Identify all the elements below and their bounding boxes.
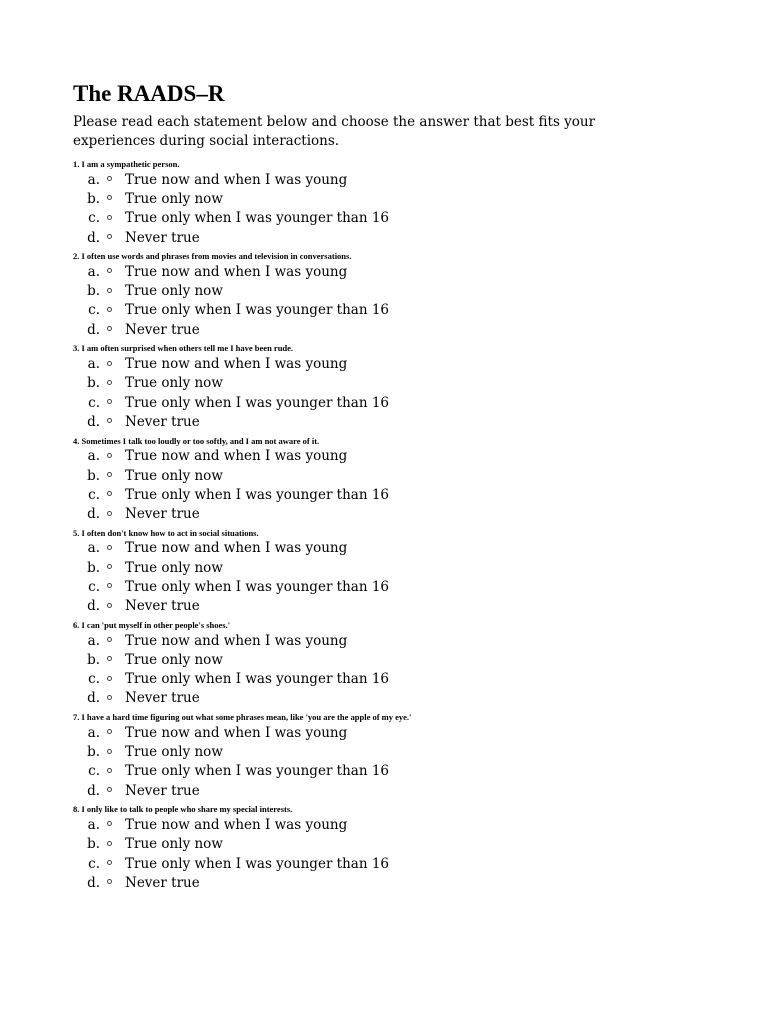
option-label: True now and when I was young: [125, 540, 348, 557]
option-label: True only when I was younger than 16: [125, 671, 390, 688]
radio-circle-icon[interactable]: [107, 583, 112, 588]
option-letter: c.: [88, 394, 100, 411]
answer-option[interactable]: [73, 577, 693, 596]
option-letter: d.: [87, 782, 100, 799]
answer-option[interactable]: [73, 539, 693, 558]
option-label: True now and when I was young: [125, 171, 348, 188]
answer-option[interactable]: [73, 447, 693, 466]
answer-option[interactable]: [73, 262, 693, 281]
radio-circle-icon[interactable]: [107, 307, 112, 312]
option-letter: b.: [87, 283, 100, 300]
radio-circle-icon[interactable]: [107, 821, 112, 826]
radio-circle-icon[interactable]: [107, 234, 112, 239]
option-label: True now and when I was young: [125, 724, 348, 741]
option-letter: c.: [88, 578, 100, 595]
radio-circle-icon[interactable]: [107, 491, 112, 496]
question-text: 1. I am a sympathetic person.: [73, 159, 180, 169]
answer-option[interactable]: [73, 723, 693, 742]
option-label: True only now: [125, 559, 223, 576]
option-label: True only when I was younger than 16: [125, 302, 390, 319]
answer-option[interactable]: [73, 209, 693, 228]
radio-circle-icon[interactable]: [107, 326, 112, 331]
radio-circle-icon[interactable]: [107, 695, 112, 700]
question-1: [73, 159, 693, 247]
radio-circle-icon[interactable]: [107, 472, 112, 477]
answer-option[interactable]: [73, 689, 693, 708]
option-label: True only when I was younger than 16: [125, 210, 390, 227]
answer-options: [73, 723, 693, 800]
radio-circle-icon[interactable]: [107, 399, 112, 404]
radio-circle-icon[interactable]: [107, 268, 112, 273]
document-intro: Please read each statement below and choose the answer that best fits your experiences during social interactions.: [73, 114, 596, 149]
option-label: Never true: [125, 598, 200, 615]
radio-circle-icon[interactable]: [107, 841, 112, 846]
radio-circle-icon[interactable]: [107, 545, 112, 550]
answer-option[interactable]: [73, 558, 693, 577]
option-label: True only now: [125, 744, 223, 761]
question-text: 4. Sometimes I talk too loudly or too softly, and I am not aware of it.: [73, 435, 320, 446]
document-page: [73, 80, 693, 893]
answer-option[interactable]: [73, 320, 693, 339]
option-letter: c.: [88, 855, 100, 872]
question-3: [73, 343, 693, 431]
answer-option[interactable]: [73, 815, 693, 834]
answer-options: [73, 262, 693, 339]
answer-option[interactable]: [73, 670, 693, 689]
radio-circle-icon[interactable]: [107, 288, 112, 293]
option-letter: c.: [88, 763, 100, 780]
answer-option[interactable]: [73, 170, 693, 189]
option-letter: a.: [87, 263, 100, 280]
radio-circle-icon[interactable]: [107, 564, 112, 569]
radio-circle-icon[interactable]: [107, 749, 112, 754]
option-label: Never true: [125, 690, 200, 707]
radio-circle-icon[interactable]: [107, 656, 112, 661]
answer-option[interactable]: [73, 485, 693, 504]
radio-circle-icon[interactable]: [107, 380, 112, 385]
answer-options: [73, 354, 693, 431]
radio-circle-icon[interactable]: [107, 860, 112, 865]
answer-option[interactable]: [73, 228, 693, 247]
option-letter: b.: [87, 375, 100, 392]
option-label: Never true: [125, 874, 200, 891]
option-letter: c.: [88, 671, 100, 688]
option-letter: d.: [87, 321, 100, 338]
option-label: True only now: [125, 467, 223, 484]
question-text: 8. I only like to talk to people who share my special interests.: [73, 804, 293, 815]
answer-option[interactable]: [73, 412, 693, 431]
answer-option[interactable]: [73, 301, 693, 320]
option-letter: b.: [87, 190, 100, 207]
question-4: [73, 436, 693, 524]
document-title: The RAADS–R: [73, 81, 225, 106]
option-letter: d.: [87, 413, 100, 430]
option-letter: a.: [87, 724, 100, 741]
option-letter: b.: [87, 559, 100, 576]
radio-circle-icon[interactable]: [107, 511, 112, 516]
option-letter: d.: [87, 690, 100, 707]
option-label: True now and when I was young: [125, 816, 348, 833]
option-label: True only when I was younger than 16: [125, 578, 390, 595]
option-label: True only now: [125, 190, 223, 207]
option-letter: a.: [87, 632, 100, 649]
question-text: 5. I often don't know how to act in social situations.: [73, 527, 259, 538]
question-7: [73, 712, 693, 800]
question-8: [73, 804, 693, 892]
option-label: True only now: [125, 283, 223, 300]
answer-option[interactable]: [73, 650, 693, 669]
radio-circle-icon[interactable]: [107, 787, 112, 792]
option-letter: b.: [87, 651, 100, 668]
answer-option[interactable]: [73, 835, 693, 854]
radio-circle-icon[interactable]: [107, 879, 112, 884]
option-label: Never true: [125, 782, 200, 799]
option-label: True now and when I was young: [125, 263, 348, 280]
option-label: Never true: [125, 229, 200, 246]
option-label: True only now: [125, 836, 223, 853]
answer-option[interactable]: [73, 466, 693, 485]
option-label: Never true: [125, 413, 200, 430]
question-text: 6. I can 'put myself in other people's shoes.': [73, 619, 231, 630]
option-letter: a.: [87, 540, 100, 557]
option-label: Never true: [125, 506, 200, 523]
answer-option[interactable]: [73, 742, 693, 761]
option-letter: a.: [87, 448, 100, 465]
answer-option[interactable]: [73, 762, 693, 781]
option-letter: a.: [87, 171, 100, 188]
option-letter: a.: [87, 356, 100, 373]
option-letter: b.: [87, 744, 100, 761]
answer-option[interactable]: [73, 189, 693, 208]
radio-circle-icon[interactable]: [107, 453, 112, 458]
question-text: 3. I am often surprised when others tell me I have been rude.: [73, 343, 294, 354]
radio-circle-icon[interactable]: [107, 676, 112, 681]
question-6: [73, 620, 693, 708]
answer-options: [73, 631, 693, 708]
option-letter: c.: [88, 210, 100, 227]
option-label: True now and when I was young: [125, 448, 348, 465]
option-letter: b.: [87, 467, 100, 484]
answer-option[interactable]: [73, 393, 693, 412]
option-letter: d.: [87, 598, 100, 615]
radio-circle-icon[interactable]: [107, 603, 112, 608]
radio-circle-icon[interactable]: [107, 729, 112, 734]
option-label: True only when I was younger than 16: [125, 394, 390, 411]
option-letter: c.: [88, 302, 100, 319]
radio-circle-icon[interactable]: [107, 215, 112, 220]
option-letter: a.: [87, 816, 100, 833]
option-label: True now and when I was young: [125, 356, 348, 373]
answer-options: [73, 447, 693, 524]
radio-circle-icon[interactable]: [107, 176, 112, 181]
option-letter: b.: [87, 836, 100, 853]
answer-option[interactable]: [73, 281, 693, 300]
question-2: [73, 251, 693, 339]
option-letter: d.: [87, 506, 100, 523]
question-list: [73, 159, 693, 893]
option-label: True only when I was younger than 16: [125, 763, 390, 780]
answer-options: [73, 170, 693, 247]
option-letter: d.: [87, 874, 100, 891]
option-label: Never true: [125, 321, 200, 338]
option-label: True now and when I was young: [125, 632, 348, 649]
option-label: True only when I was younger than 16: [125, 486, 390, 503]
question-text: 7. I have a hard time figuring out what some phrases mean, like 'you are the apple of my eye.': [73, 712, 412, 723]
radio-circle-icon[interactable]: [107, 361, 112, 366]
radio-circle-icon[interactable]: [107, 637, 112, 642]
radio-circle-icon[interactable]: [107, 195, 112, 200]
question-text: 2. I often use words and phrases from movies and television in conversations.: [73, 251, 352, 262]
option-letter: d.: [87, 229, 100, 246]
answer-option[interactable]: [73, 781, 693, 800]
option-label: True only now: [125, 651, 223, 668]
option-label: True only when I was younger than 16: [125, 855, 390, 872]
option-label: True only now: [125, 375, 223, 392]
question-5: [73, 528, 693, 616]
answer-options: [73, 539, 693, 616]
radio-circle-icon[interactable]: [107, 418, 112, 423]
answer-option[interactable]: [73, 504, 693, 523]
answer-option[interactable]: [73, 354, 693, 373]
answer-option[interactable]: [73, 631, 693, 650]
answer-option[interactable]: [73, 597, 693, 616]
option-letter: c.: [88, 486, 100, 503]
answer-option[interactable]: [73, 854, 693, 873]
answer-options: [73, 815, 693, 892]
answer-option[interactable]: [73, 873, 693, 892]
answer-option[interactable]: [73, 374, 693, 393]
radio-circle-icon[interactable]: [107, 768, 112, 773]
